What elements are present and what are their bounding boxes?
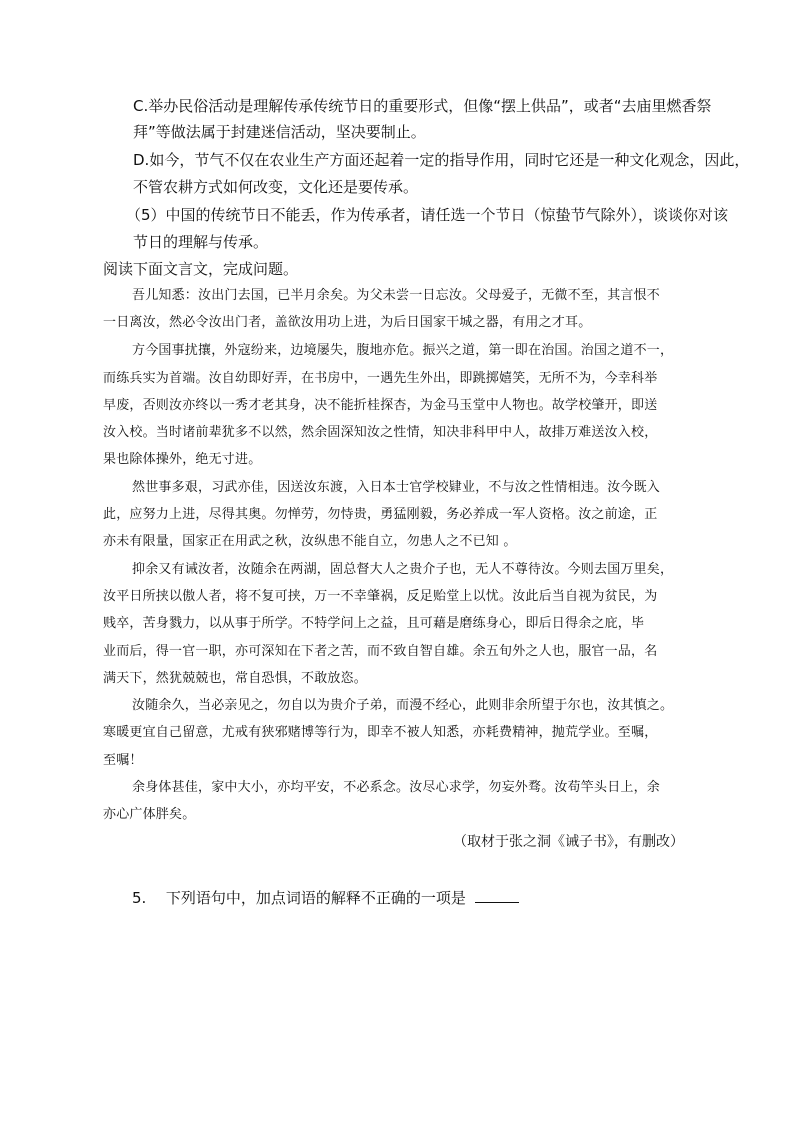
classical-p5-line-3: 至嘱！ bbox=[103, 753, 143, 768]
classical-p3-line-1: 然世事多艰，习武亦佳，因送汝东渡，入日本士官学校肄业，不与汝之性情相违。汝今既入 bbox=[132, 480, 661, 495]
classical-p1-line-2: 一日离汝，然必令汝出门者，盖欲汝用功上进，为后日国家干城之器，有用之才耳。 bbox=[103, 315, 592, 330]
classical-p2-line-4: 汝入校。当时诸前辈犹多不以然，然余固深知汝之性情，知决非科甲中人，故排万难送汝入校， bbox=[103, 425, 658, 440]
answer-blank[interactable] bbox=[475, 888, 519, 903]
reading-instruction: 阅读下面文言文，完成问题。 bbox=[103, 260, 299, 278]
classical-p4-line-3: 贱卒，苦身戮力，以从事于所学。不特学问上之益，且可藉是磨练身心，即后日得余之庇，毕 bbox=[103, 616, 645, 631]
option-c-line-1: C.举办民俗活动是理解传承传统节日的重要形式，但像“摆上供品”，或者“去庙里燃香祭 bbox=[133, 97, 712, 115]
classical-p2-line-1: 方今国事扰攘，外寇纷来，边境屡失，腹地亦危。振兴之道，第一即在治国。治国之道不一， bbox=[132, 343, 674, 358]
classical-p6-line-1: 余身体甚佳，家中大小，亦均平安，不必系念。汝尽心求学，勿妄外骛。汝苟竿头日上，余 bbox=[132, 780, 661, 795]
classical-p2-line-5: 果也除体操外，绝无寸进。 bbox=[103, 452, 262, 467]
classical-p4-line-5: 满天下，然犹兢兢也，常自恐惧，不敢放恣。 bbox=[103, 671, 368, 686]
sub-question-5-line-2: 节日的理解与传承。 bbox=[133, 233, 269, 251]
option-c-line-2: 拜”等做法属于封建迷信活动，坚决要制止。 bbox=[133, 123, 426, 141]
classical-p5-line-2: 寒暖更宜自己留意，尤戒有狭邪赌博等行为，即幸不被人知悉，亦耗费精神，抛荒学业。至嘱， bbox=[103, 725, 658, 740]
question-5 bbox=[132, 888, 519, 908]
source-attribution: （取材于张之洞《诫子书》，有删改） bbox=[453, 834, 684, 850]
classical-p3-line-2: 此，应努力上进，尽得其奥。勿惮劳，勿恃贵，勇猛刚毅，务必养成一军人资格。汝之前途，正 bbox=[103, 507, 658, 522]
classical-p2-line-2: 而练兵实为首端。汝自幼即好弄，在书房中，一遇先生外出，即跳掷嬉笑，无所不为，今幸科举 bbox=[103, 371, 658, 386]
classical-p4-line-1: 抑余又有诫汝者，汝随余在两湖，固总督大人之贵介子也，无人不尊待汝。今则去国万里矣， bbox=[132, 562, 674, 577]
classical-p4-line-4: 业而后，得一官一职，亦可深知在下者之苦，而不致自智自雄。余五旬外之人也，服官一品，名 bbox=[103, 644, 658, 659]
classical-p3-line-3: 亦未有限量，国家正在用武之秋，汝纵患不能自立，勿患人之不已知 。 bbox=[103, 534, 517, 549]
classical-p1-line-1: 吾儿知悉：汝出门去国，已半月余矣。为父未尝一日忘汝。父母爱子，无微不至，其言恨不 bbox=[132, 288, 661, 303]
classical-p4-line-2: 汝平日所挟以傲人者，将不复可挟，万一不幸肇祸，反足贻堂上以忧。汝此后当自视为贫民，为 bbox=[103, 589, 658, 604]
classical-p2-line-3: 早废，否则汝亦终以一秀才老其身，决不能折桂探杏，为金马玉堂中人物也。故学校肇开，即送 bbox=[103, 398, 658, 413]
sub-question-5-line-1: （5）中国的传统节日不能丢，作为传承者，请任选一个节日（惊蛰节气除外），谈谈你对该 bbox=[126, 206, 729, 224]
question-5-text: 下列语句中，加点词语的解释不正确的一项是 bbox=[165, 889, 466, 907]
option-d-line-2: 不管农耕方式如何改变，文化还是要传承。 bbox=[133, 178, 419, 196]
question-5-number: 5. bbox=[132, 889, 147, 907]
classical-p5-line-1: 汝随余久，当必亲见之，勿自以为贵介子弟，而漫不经心，此则非余所望于尔也，汝其慎之。 bbox=[132, 698, 674, 713]
option-d-line-1: D.如今，节气不仅在农业生产方面还起着一定的指导作用，同时它还是一种文化观念，因此， bbox=[133, 151, 750, 169]
classical-p6-line-2: 亦心广体胖矣。 bbox=[103, 807, 196, 822]
